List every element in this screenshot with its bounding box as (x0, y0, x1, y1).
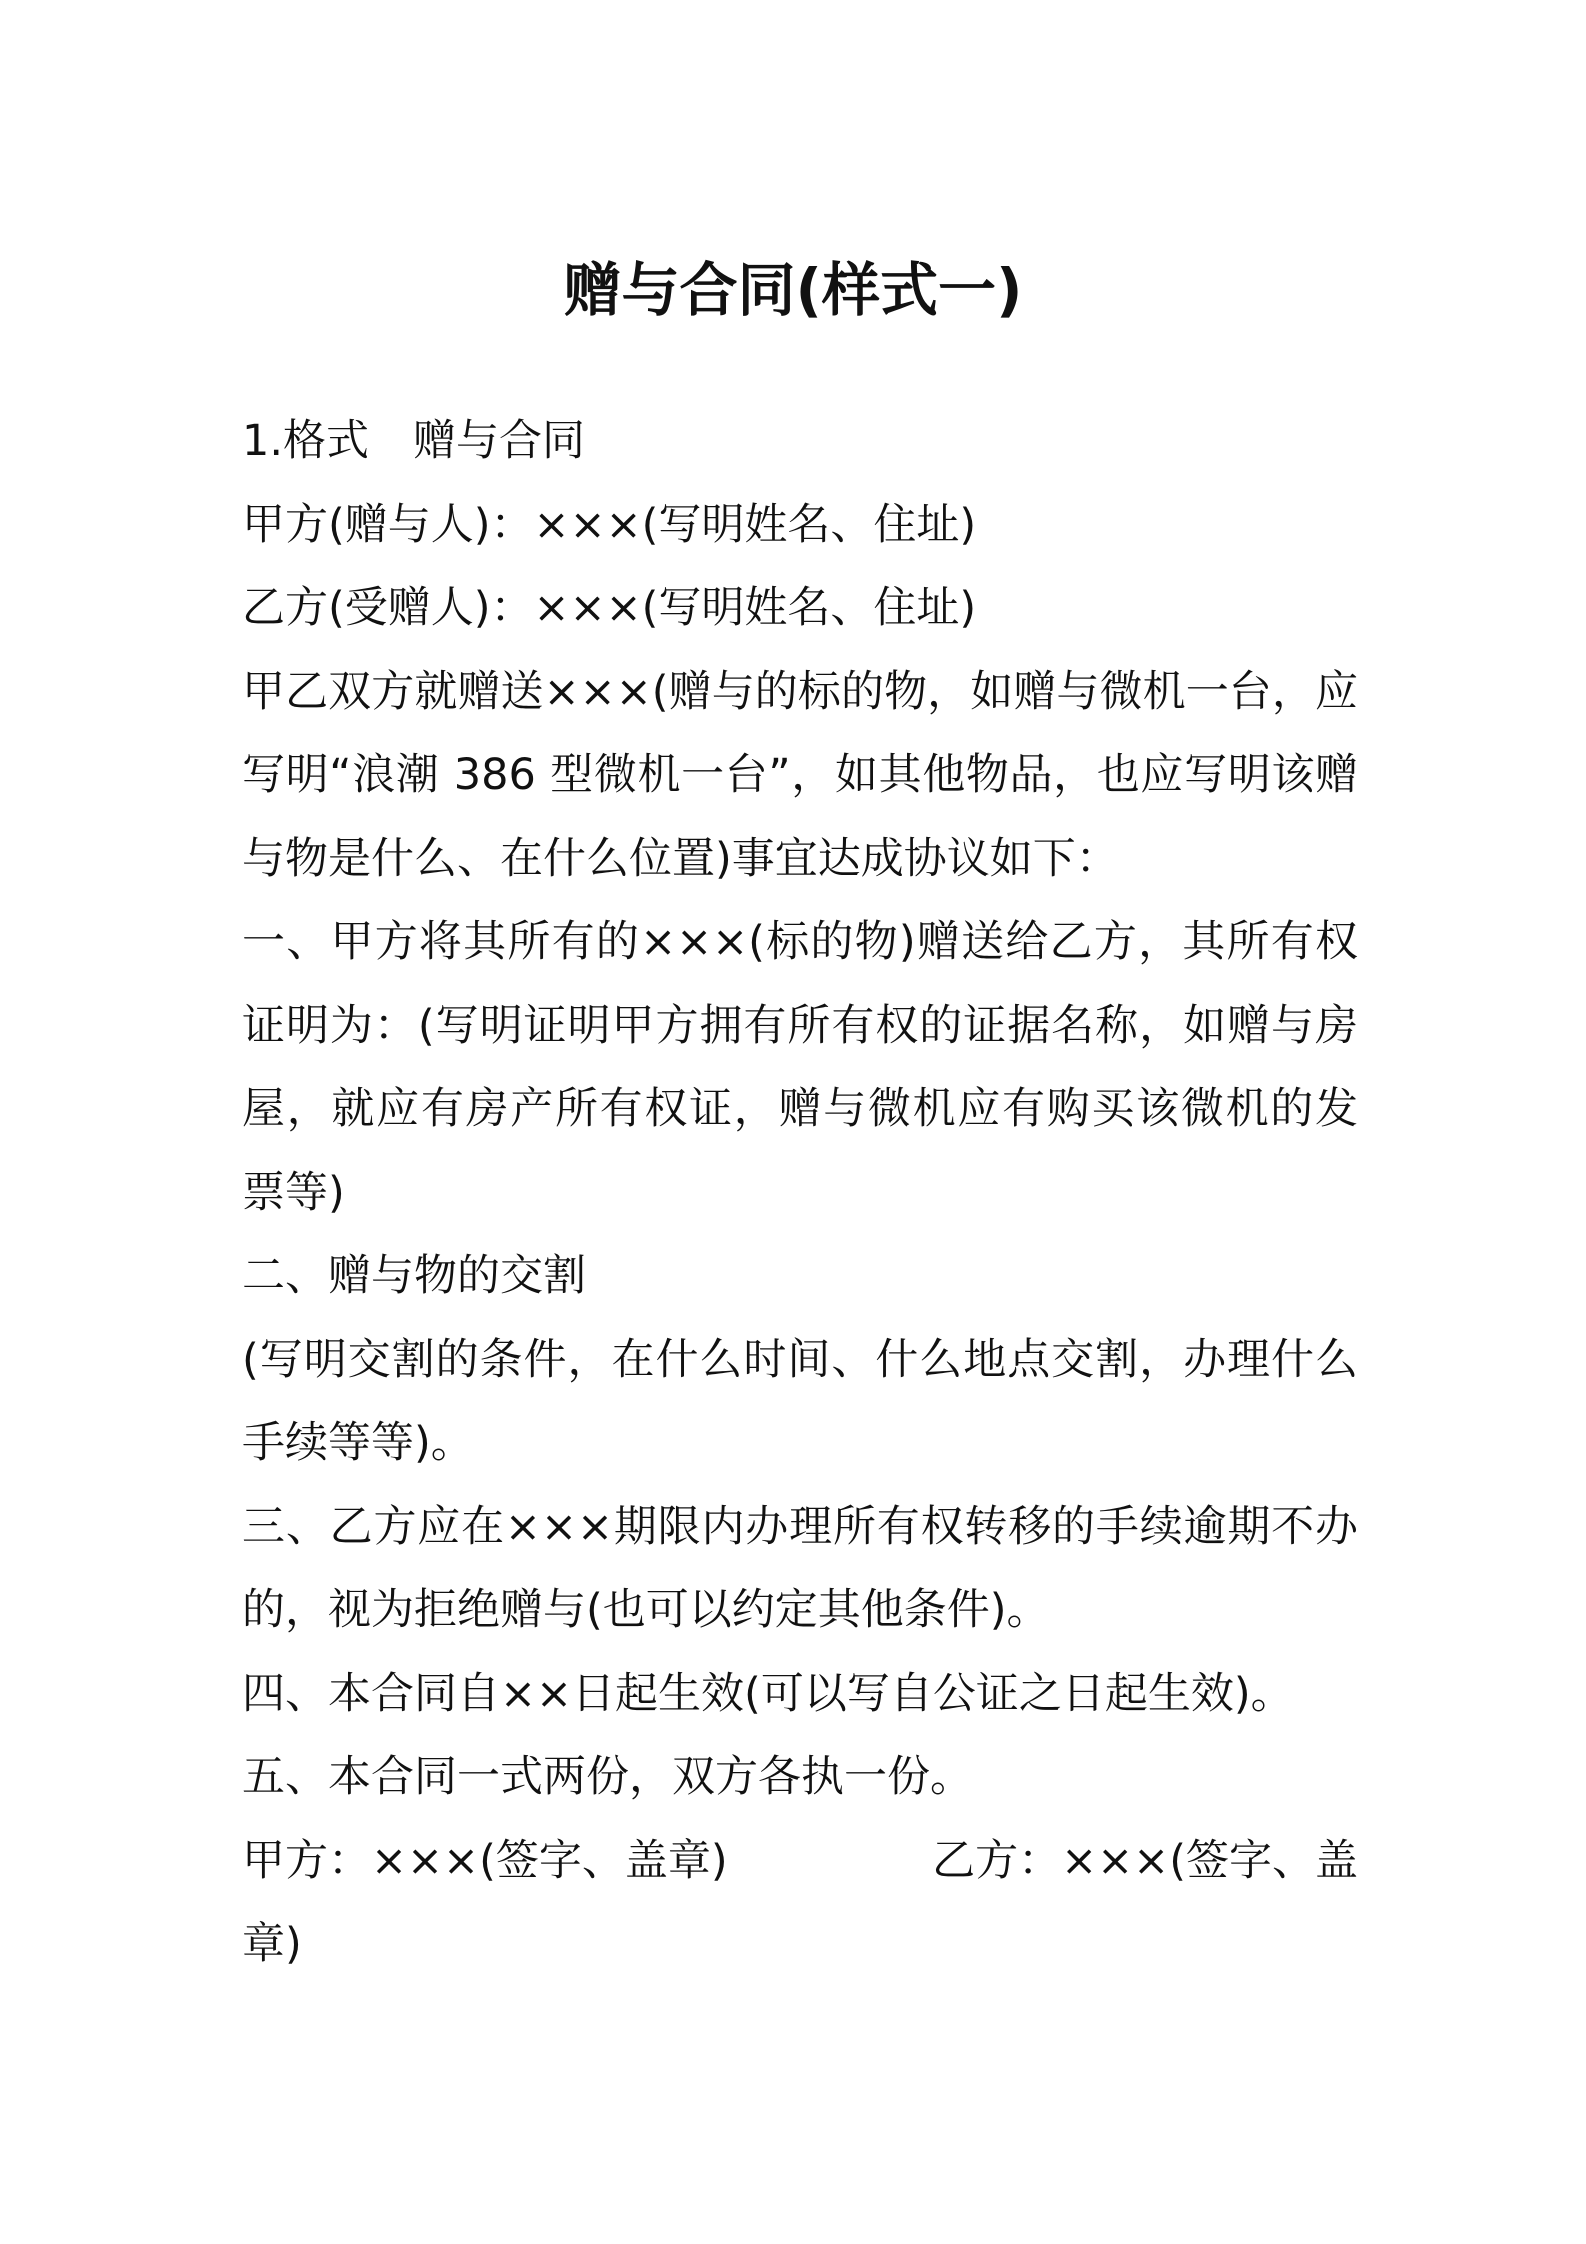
clause-5: 五、本合同一式两份，双方各执一份。 (242, 1752, 973, 1802)
clause-2-heading: 二、赠与物的交割 (242, 1251, 586, 1301)
document-body (242, 400, 1358, 1987)
document-title: 赠与合同(样式一) (563, 256, 1023, 324)
format-heading (242, 400, 1358, 484)
clause-4: 四、本合同自××日起生效(可以写自公证之日起生效)。 (242, 1668, 1294, 1719)
intro-paragraph: 甲乙双方就赠送×××(赠与的标的物，如赠与微机一台，应写明“浪潮 386 型微机一台”，如其他物品，也应写明该赠与物是什么、在什么位置)事宜达成协议如下： (242, 666, 1358, 884)
format-name: 赠与合同 (413, 416, 586, 466)
format-label: 1.格式 (242, 416, 370, 466)
party-a-line: 甲方(赠与人)：×××(写明姓名、住址) (242, 499, 977, 550)
clause-3: 三、乙方应在×××期限内办理所有权转移的手续逾期不办的，视为拒绝赠与(也可以约定其他条件)。 (242, 1501, 1358, 1635)
party-b-line: 乙方(受赠人)：×××(写明姓名、住址) (242, 583, 977, 633)
signature-party-b: 乙方：×××(签字、盖 (932, 1835, 1358, 1886)
signature-party-b-continued: 章) (242, 1919, 302, 1969)
clause-2-body: (写明交割的条件，在什么时间、什么地点交割，办理什么手续等等)。 (242, 1334, 1358, 1468)
clause-1: 一、甲方将其所有的×××(标的物)赠送给乙方，其所有权证明为：(写明证明甲方拥有所有权的证据名称，如赠与房屋，就应有房产所有权证，赠与微机应有购买该微机的发票等) (242, 917, 1358, 1218)
signature-party-a: 甲方：×××(签字、盖章) (242, 1835, 728, 1886)
signature-row (242, 1820, 1358, 1904)
